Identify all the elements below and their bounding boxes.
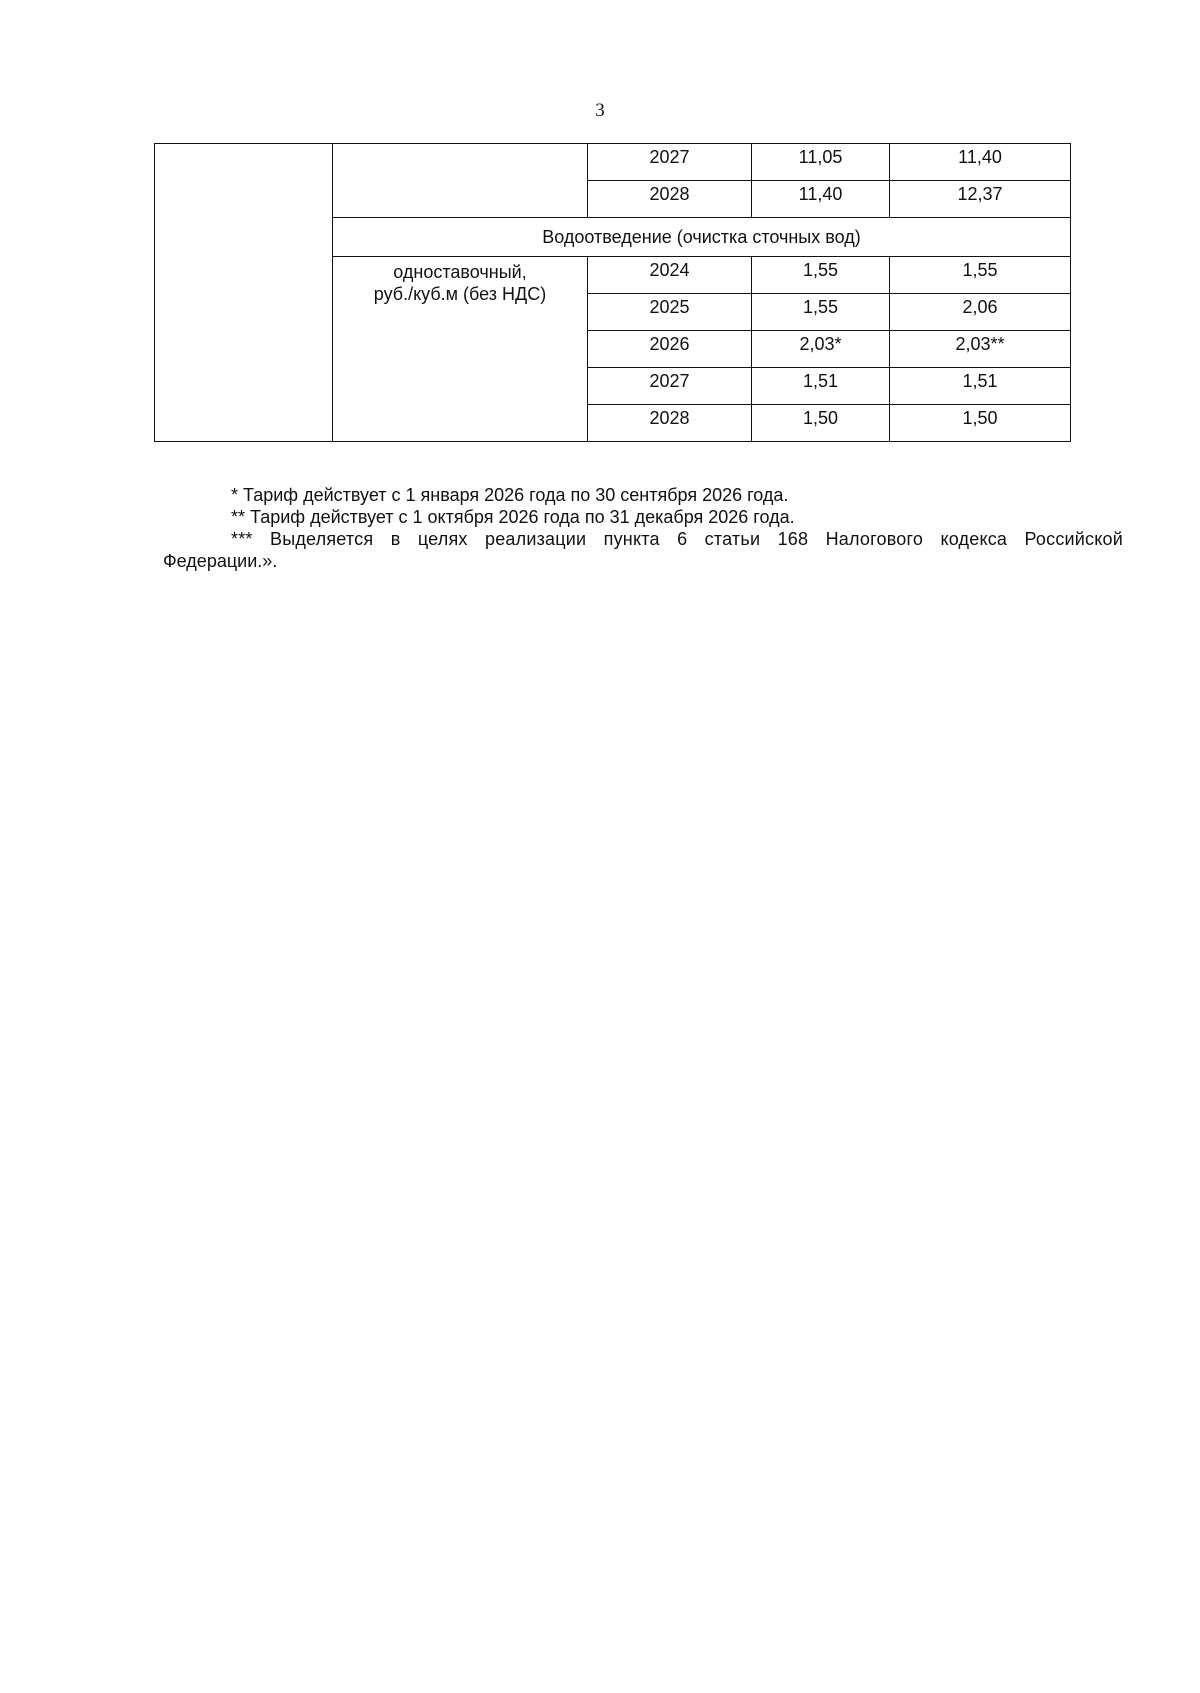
footnote-3-continuation: Федерации.». — [163, 551, 278, 571]
value-cell-first-half: 1,55 — [752, 294, 890, 331]
year-cell: 2027 — [588, 368, 752, 405]
value-cell-second-half: 12,37 — [890, 181, 1071, 218]
year-cell: 2028 — [588, 405, 752, 442]
footnote-1: * Тариф действует с 1 января 2026 года по 30 сентября 2026 года. — [231, 485, 789, 505]
organization-cell — [155, 144, 333, 442]
value-cell-first-half: 2,03* — [752, 331, 890, 368]
footnote-2: ** Тариф действует с 1 октября 2026 года по 31 декабря 2026 года. — [231, 507, 795, 527]
value-cell-first-half: 1,51 — [752, 368, 890, 405]
rate-label-line1: одноставочный, — [393, 262, 527, 282]
rate-label-line2: руб./куб.м (без НДС) — [373, 284, 547, 304]
value-cell-second-half: 1,51 — [890, 368, 1071, 405]
value-cell-first-half: 1,50 — [752, 405, 890, 442]
footnotes — [163, 484, 1123, 572]
rate-type-cell-upper — [333, 144, 588, 218]
section-title: Водоотведение (очистка сточных вод) — [333, 218, 1071, 257]
value-cell-first-half: 11,05 — [752, 144, 890, 181]
value-cell-second-half: 11,40 — [890, 144, 1071, 181]
value-cell-second-half: 1,55 — [890, 257, 1071, 294]
table-row — [155, 144, 1071, 181]
value-cell-first-half: 11,40 — [752, 181, 890, 218]
value-cell-second-half: 1,50 — [890, 405, 1071, 442]
footnote-3: *** Выделяется в целях реализации пункта 6 статьи 168 Налогового кодекса Российской — [231, 529, 1123, 549]
year-cell: 2027 — [588, 144, 752, 181]
value-cell-second-half: 2,03** — [890, 331, 1071, 368]
value-cell-first-half: 1,55 — [752, 257, 890, 294]
year-cell: 2025 — [588, 294, 752, 331]
value-cell-second-half: 2,06 — [890, 294, 1071, 331]
year-cell: 2026 — [588, 331, 752, 368]
year-cell: 2024 — [588, 257, 752, 294]
page-number: 3 — [595, 100, 605, 121]
tariff-table — [154, 143, 1071, 442]
year-cell: 2028 — [588, 181, 752, 218]
rate-type-cell — [333, 257, 588, 442]
